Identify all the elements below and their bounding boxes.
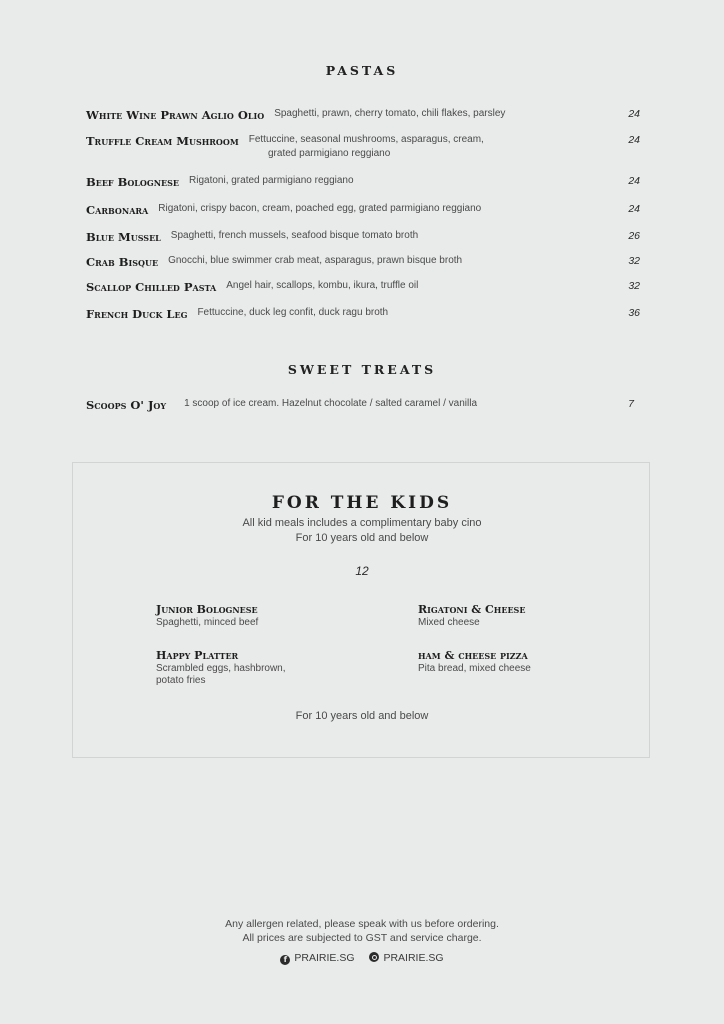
item-price: 36 (628, 307, 640, 319)
gst-note: All prices are subjected to GST and service charge. (242, 932, 482, 944)
facebook-handle: PRAIRIE.SG (294, 952, 355, 964)
instagram-handle: PRAIRIE.SG (383, 952, 444, 964)
kids-menu-item (156, 603, 356, 629)
menu-item (86, 255, 646, 273)
item-description: Pita bread, mixed cheese (418, 663, 531, 674)
instagram-link[interactable] (369, 952, 443, 964)
item-description: Fettuccine, seasonal mushrooms, asparagus, cream, (248, 134, 484, 145)
item-description: Gnocchi, blue swimmer crab meat, asparagus, prawn bisque broth (168, 255, 463, 266)
item-name: ham & cheese pizza (418, 649, 528, 662)
kids-title: FOR THE KIDS (271, 493, 453, 513)
item-name: Scallop Chilled Pasta (86, 280, 217, 294)
item-description: Fettuccine, duck leg confit, duck ragu broth (197, 307, 389, 318)
allergen-note: Any allergen related, please speak with us before ordering. (225, 918, 499, 930)
facebook-link[interactable] (280, 952, 354, 965)
item-name: French Duck Leg (86, 307, 188, 321)
kids-menu-item (418, 603, 618, 629)
item-name: Scoops O' Joy (86, 398, 167, 412)
menu-item (86, 280, 646, 298)
item-price: 26 (628, 230, 640, 242)
pastas-title: PASTAS (325, 63, 399, 78)
item-price: 7 (628, 398, 634, 410)
item-name: Truffle Cream Mushroom (86, 134, 239, 148)
item-name: White Wine Prawn Aglio Olio (86, 108, 265, 122)
item-name: Rigatoni & Cheese (418, 603, 526, 616)
item-price: 24 (628, 175, 640, 187)
item-name: Carbonara (86, 203, 149, 217)
instagram-icon (369, 952, 379, 962)
item-description: Spaghetti, minced beef (156, 617, 259, 628)
item-description: Angel hair, scallops, kombu, ikura, truffle oil (226, 280, 419, 291)
menu-item (86, 134, 646, 159)
kids-subtitle: All kid meals includes a complimentary baby cino (242, 517, 482, 529)
item-name: Blue Mussel (86, 230, 161, 244)
item-description: Mixed cheese (418, 617, 480, 628)
item-description-line-2: grated parmigiano reggiano (268, 148, 391, 159)
menu-item (86, 108, 646, 126)
item-name: Junior Bolognese (156, 603, 258, 616)
item-description: Spaghetti, french mussels, seafood bisque tomato broth (170, 230, 419, 241)
item-description: 1 scoop of ice cream. Hazelnut chocolate / salted caramel / vanilla (184, 398, 478, 409)
item-name: Happy Platter (156, 649, 239, 662)
facebook-icon: f (280, 955, 290, 965)
kids-age-note: For 10 years old and below (295, 532, 429, 544)
kids-price: 12 (355, 564, 369, 578)
menu-item (86, 307, 646, 325)
item-price: 32 (628, 280, 640, 292)
kids-menu-item (156, 649, 316, 687)
kids-footnote: For 10 years old and below (295, 710, 429, 722)
menu-item (86, 175, 646, 193)
item-description: Rigatoni, grated parmigiano reggiano (189, 175, 354, 186)
item-price: 24 (628, 134, 640, 146)
item-price: 32 (628, 255, 640, 267)
item-name: Beef Bolognese (86, 175, 179, 189)
item-description: Rigatoni, crispy bacon, cream, poached egg, grated parmigiano reggiano (158, 203, 482, 214)
kids-menu-item (418, 649, 618, 675)
menu-item (86, 230, 646, 248)
item-description: Scrambled eggs, hashbrown, potato fries (156, 663, 286, 686)
social-links (0, 952, 724, 965)
sweet-treats-title: SWEET TREATS (287, 362, 437, 377)
menu-item (86, 398, 640, 416)
item-price: 24 (628, 108, 640, 120)
item-price: 24 (628, 203, 640, 215)
item-name: Crab Bisque (86, 255, 159, 269)
item-description: Spaghetti, prawn, cherry tomato, chili flakes, parsley (274, 108, 506, 119)
menu-item (86, 203, 646, 221)
